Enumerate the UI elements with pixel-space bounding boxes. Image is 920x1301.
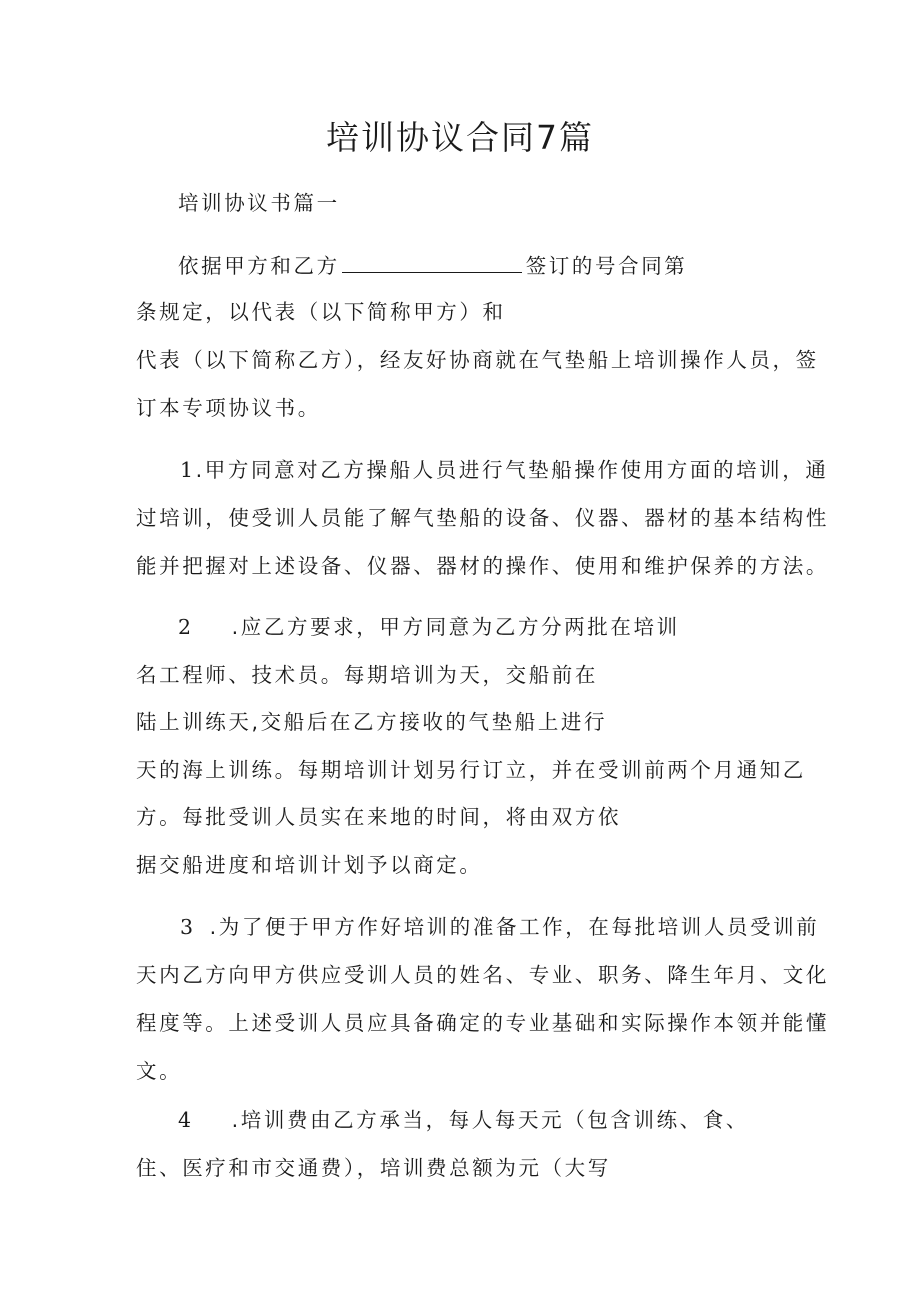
clause-2-text-1: .应乙方要求，甲方同意为乙方分两批在培训	[231, 615, 680, 639]
clause-3-line-2: 天内乙方向甲方供应受训人员的姓名、专业、职务、降生年月、文化	[136, 963, 829, 987]
clause-3-line-3: 程度等。上述受训人员应具备确定的专业基础和实际操作本领并能懂	[136, 1011, 829, 1035]
intro-line-1-after: 签订的号合同第	[525, 254, 688, 278]
clause-2-line-3: 陆上训练天,交船后在乙方接收的气垫船上进行	[136, 710, 608, 734]
clause-1-line-3: 能并把握对上述设备、仪器、器材的操作、使用和维护保养的方法。	[136, 554, 829, 578]
clause-3-line-4: 文。	[136, 1059, 183, 1083]
clause-3-number: 3	[180, 915, 196, 939]
clause-2-line-4: 天的海上训练。每期培训计划另行订立，并在受训前两个月通知乙	[136, 758, 806, 782]
clause-2-line-2: 名工程师、技术员。每期培训为天，交船前在	[136, 663, 598, 687]
clause-3-text-1: .为了便于甲方作好培训的准备工作，在每批培训人员受训前	[209, 915, 820, 939]
intro-line-2: 条规定，以代表（以下简称甲方）和	[136, 300, 506, 324]
intro-line-3: 代表（以下简称乙方），经友好协商就在气垫船上培训操作人员，签	[136, 348, 819, 372]
document-title: 培训协议合同7篇	[326, 118, 594, 157]
blank-line	[342, 256, 522, 273]
clause-2-line-6: 据交船进度和培训计划予以商定。	[136, 853, 483, 877]
clause-1-line-2: 过培训，使受训人员能了解气垫船的设备、仪器、器材的基本结构性	[136, 506, 829, 530]
clause-2-number: 2	[178, 615, 194, 639]
clause-3-line-1	[180, 917, 819, 938]
clause-4-text-1: .培训费由乙方承当，每人每天元（包含训练、食、	[231, 1108, 749, 1132]
clause-2-line-5: 方。每批受训人员实在来地的时间，将由双方依	[136, 805, 622, 829]
intro-line-4: 订本专项协议书。	[136, 396, 321, 420]
intro-line-1	[178, 256, 687, 277]
clause-4-line-1	[178, 1110, 749, 1131]
clause-4-number: 4	[178, 1108, 194, 1132]
section-heading: 培训协议书篇一	[178, 191, 340, 215]
intro-line-1-before: 依据甲方和乙方	[178, 254, 340, 278]
clause-4-line-2: 住、医疗和市交通费），培训费总额为元（大写	[136, 1156, 611, 1180]
clause-1-text-1: .甲方同意对乙方操船人员进行气垫船操作使用方面的培训，通	[195, 458, 829, 482]
clause-1-number: 1	[180, 458, 196, 482]
clause-2-line-1	[178, 617, 680, 638]
clause-1-line-1	[180, 460, 828, 481]
